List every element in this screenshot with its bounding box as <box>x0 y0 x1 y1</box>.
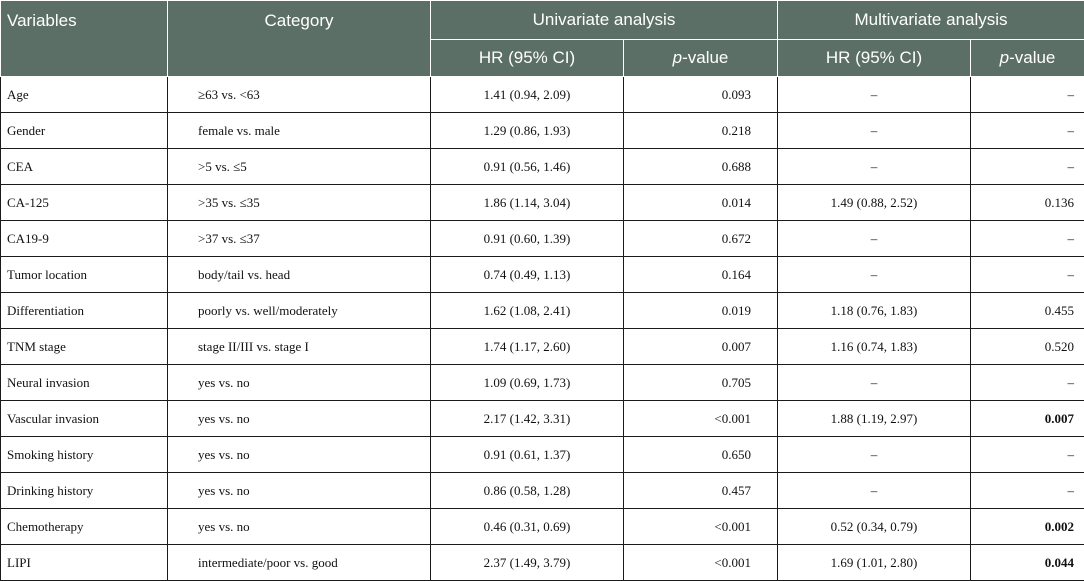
cell-multi-pvalue: 0.044 <box>971 545 1084 581</box>
cell-variable: CA-125 <box>1 185 168 221</box>
table-row <box>1 77 1084 113</box>
cell-category: yes vs. no <box>168 437 431 473</box>
header-multi-pvalue <box>971 40 1084 77</box>
cell-multi-hr: 1.88 (1.19, 2.97) <box>778 401 971 437</box>
cell-uni-hr: 1.41 (0.94, 2.09) <box>431 77 624 113</box>
header-multi-p-italic: p <box>1000 48 1009 67</box>
cell-variable: Tumor location <box>1 257 168 293</box>
cell-multi-hr: 1.49 (0.88, 2.52) <box>778 185 971 221</box>
table-row <box>1 221 1084 257</box>
cell-multi-pvalue: – <box>971 149 1084 185</box>
cell-variable: Vascular invasion <box>1 401 168 437</box>
cell-uni-hr: 1.74 (1.17, 2.60) <box>431 329 624 365</box>
cell-multi-hr: 0.52 (0.34, 0.79) <box>778 509 971 545</box>
cell-variable: Neural invasion <box>1 365 168 401</box>
cell-uni-pvalue: <0.001 <box>624 509 778 545</box>
header-multi-p-suffix: -value <box>1009 48 1055 67</box>
header-multivariate: Multivariate analysis <box>778 1 1084 40</box>
table-row <box>1 329 1084 365</box>
cell-uni-pvalue: 0.164 <box>624 257 778 293</box>
cell-uni-pvalue: <0.001 <box>624 401 778 437</box>
cell-uni-hr: 2.37 (1.49, 3.79) <box>431 545 624 581</box>
cell-variable: LIPI <box>1 545 168 581</box>
cell-uni-hr: 2.17 (1.42, 3.31) <box>431 401 624 437</box>
cell-variable: Gender <box>1 113 168 149</box>
cell-multi-hr: – <box>778 257 971 293</box>
cell-category: intermediate/poor vs. good <box>168 545 431 581</box>
cell-category: yes vs. no <box>168 473 431 509</box>
table-row <box>1 509 1084 545</box>
cell-category: >37 vs. ≤37 <box>168 221 431 257</box>
cell-multi-hr: – <box>778 221 971 257</box>
cell-category: yes vs. no <box>168 365 431 401</box>
cell-multi-pvalue: 0.007 <box>971 401 1084 437</box>
cell-multi-hr: – <box>778 113 971 149</box>
cell-variable: Differentiation <box>1 293 168 329</box>
cell-multi-pvalue: 0.002 <box>971 509 1084 545</box>
cell-variable: Chemotherapy <box>1 509 168 545</box>
cell-uni-pvalue: 0.014 <box>624 185 778 221</box>
header-category: Category <box>168 1 431 77</box>
header-uni-pvalue <box>624 40 778 77</box>
header-uni-hr: HR (95% CI) <box>431 40 624 77</box>
table-row <box>1 545 1084 581</box>
cell-multi-hr: 1.16 (0.74, 1.83) <box>778 329 971 365</box>
table-row <box>1 149 1084 185</box>
table-row <box>1 257 1084 293</box>
cell-multi-pvalue: – <box>971 257 1084 293</box>
cell-category: poorly vs. well/moderately <box>168 293 431 329</box>
table-row <box>1 401 1084 437</box>
cell-uni-pvalue: 0.019 <box>624 293 778 329</box>
cell-category: yes vs. no <box>168 509 431 545</box>
table-body <box>1 77 1084 581</box>
cell-uni-pvalue: 0.093 <box>624 77 778 113</box>
cell-uni-hr: 0.91 (0.60, 1.39) <box>431 221 624 257</box>
cell-variable: Drinking history <box>1 473 168 509</box>
cell-uni-pvalue: 0.672 <box>624 221 778 257</box>
cell-uni-pvalue: 0.007 <box>624 329 778 365</box>
cell-category: >5 vs. ≤5 <box>168 149 431 185</box>
cell-uni-hr: 0.74 (0.49, 1.13) <box>431 257 624 293</box>
cell-multi-hr: 1.18 (0.76, 1.83) <box>778 293 971 329</box>
cell-category: yes vs. no <box>168 401 431 437</box>
cell-variable: Age <box>1 77 168 113</box>
cell-category: stage II/III vs. stage I <box>168 329 431 365</box>
cell-uni-pvalue: <0.001 <box>624 545 778 581</box>
cell-category: female vs. male <box>168 113 431 149</box>
header-uni-p-suffix: -value <box>682 48 728 67</box>
cell-multi-pvalue: – <box>971 77 1084 113</box>
cell-category: ≥63 vs. <63 <box>168 77 431 113</box>
cell-uni-pvalue: 0.457 <box>624 473 778 509</box>
table-row <box>1 185 1084 221</box>
cell-uni-pvalue: 0.705 <box>624 365 778 401</box>
cell-uni-hr: 1.62 (1.08, 2.41) <box>431 293 624 329</box>
cell-category: body/tail vs. head <box>168 257 431 293</box>
cell-multi-hr: – <box>778 149 971 185</box>
cell-uni-hr: 0.91 (0.56, 1.46) <box>431 149 624 185</box>
cell-variable: CEA <box>1 149 168 185</box>
header-multi-hr: HR (95% CI) <box>778 40 971 77</box>
cell-multi-hr: – <box>778 77 971 113</box>
cell-variable: CA19-9 <box>1 221 168 257</box>
cell-uni-hr: 1.09 (0.69, 1.73) <box>431 365 624 401</box>
cell-multi-hr: – <box>778 365 971 401</box>
table-row <box>1 473 1084 509</box>
cell-uni-pvalue: 0.688 <box>624 149 778 185</box>
table-row <box>1 293 1084 329</box>
cell-multi-pvalue: – <box>971 473 1084 509</box>
cell-multi-pvalue: – <box>971 437 1084 473</box>
header-uni-p-italic: p <box>673 48 682 67</box>
table-row <box>1 365 1084 401</box>
table-header <box>1 1 1084 77</box>
cell-multi-hr: 1.69 (1.01, 2.80) <box>778 545 971 581</box>
cell-multi-hr: – <box>778 473 971 509</box>
cell-multi-pvalue: 0.520 <box>971 329 1084 365</box>
cell-variable: TNM stage <box>1 329 168 365</box>
table-row <box>1 437 1084 473</box>
cell-multi-pvalue: 0.136 <box>971 185 1084 221</box>
cell-uni-hr: 1.86 (1.14, 3.04) <box>431 185 624 221</box>
cell-multi-pvalue: 0.455 <box>971 293 1084 329</box>
cell-uni-hr: 0.46 (0.31, 0.69) <box>431 509 624 545</box>
cell-variable: Smoking history <box>1 437 168 473</box>
cell-uni-hr: 1.29 (0.86, 1.93) <box>431 113 624 149</box>
cell-multi-pvalue: – <box>971 221 1084 257</box>
header-variables: Variables <box>1 1 168 77</box>
cell-multi-pvalue: – <box>971 113 1084 149</box>
cell-uni-hr: 0.86 (0.58, 1.28) <box>431 473 624 509</box>
cell-uni-pvalue: 0.650 <box>624 437 778 473</box>
table-row <box>1 113 1084 149</box>
cell-uni-pvalue: 0.218 <box>624 113 778 149</box>
cell-category: >35 vs. ≤35 <box>168 185 431 221</box>
cell-multi-pvalue: – <box>971 365 1084 401</box>
cell-uni-hr: 0.91 (0.61, 1.37) <box>431 437 624 473</box>
header-univariate: Univariate analysis <box>431 1 778 40</box>
cell-multi-hr: – <box>778 437 971 473</box>
